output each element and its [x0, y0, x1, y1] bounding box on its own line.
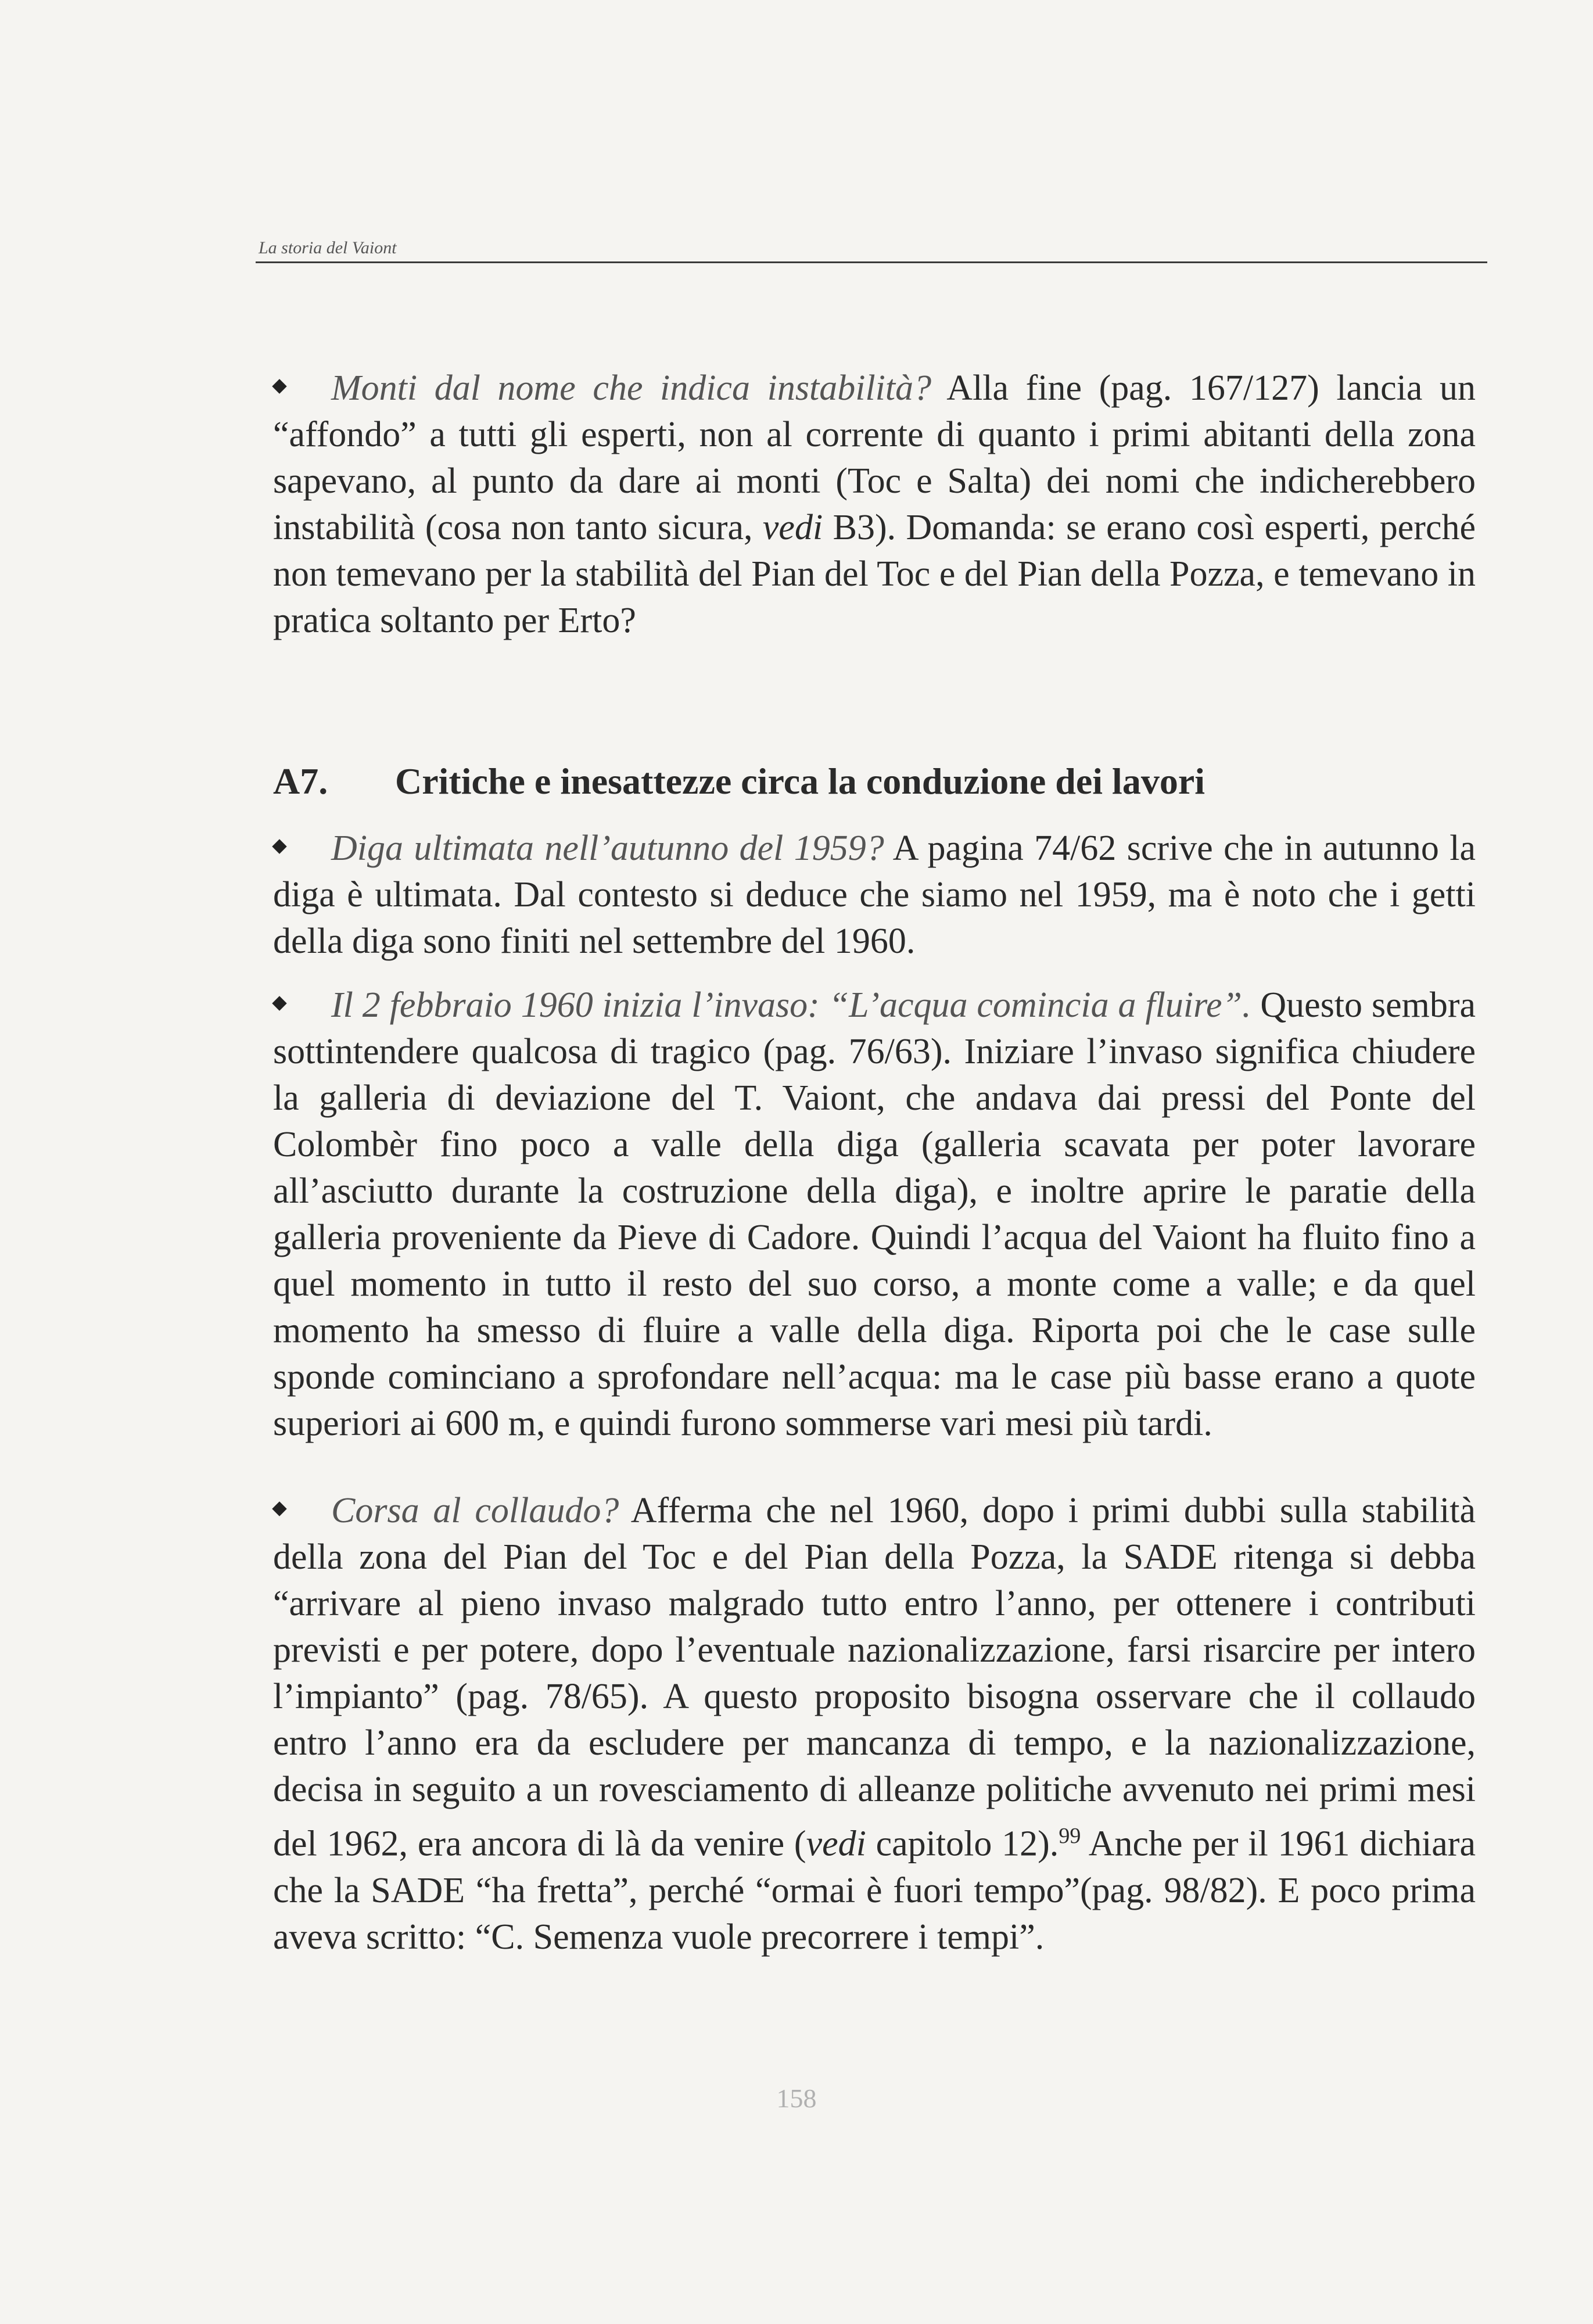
running-head: La storia del Vaiont	[259, 238, 397, 257]
paragraph-monti	[273, 365, 1476, 644]
paragraph-text: B3). Domanda: se erano così esperti, perché non temevano per la stabilità del Pian del Toc e del Pian della Pozza, e temevano in pratica soltanto per Erto?	[273, 508, 1476, 640]
paragraph-lead: Corsa al collaudo?	[331, 1491, 619, 1530]
diamond-bullet-icon	[272, 1501, 286, 1516]
paragraph-text: Questo sembra sottintendere qualcosa di tragico (pag. 76/63). Iniziare l’invaso significa chiudere la galleria di deviazione del T. Vaiont, che andava dai pressi del Ponte del Colombèr fino poco a valle della diga (galleria scavata per poter lavorare all’asciutto durante la costruzione della diga), e inoltre aprire le paratie della galleria proveniente da Pieve di Cadore. Quindi l’acqua del Vaiont ha fluito fino a quel momento in tutto il resto del suo corso, a monte come a valle; e da quel momento ha smesso di fluire a valle della diga. Riporta poi che le case sulle sponde cominciano a sprofondare nell’acqua: ma le case più basse erano a quote superiori ai 600 m, e quindi furono sommerse vari mesi più tardi.	[273, 985, 1476, 1443]
paragraph-text: Alla fine (pag. 167/127) lancia un “affondo” a tutti gli esperti, non al corrente di quanto i primi abitanti della zona sapevano, al punto da dare ai monti (Toc e Salta) dei nomi che indicherebbero instabilità (cosa non tanto sicura,	[273, 368, 1476, 547]
diamond-bullet-icon	[272, 996, 286, 1010]
paragraph-text: Anche per il 1961 dichiara che la SADE “ha fretta”, perché “ormai è fuori tempo”(pag. 98/82). E poco prima aveva scritto: “C. Semenza vuole precorrere i tempi”.	[273, 1824, 1476, 1957]
section-number: A7.	[273, 761, 328, 802]
paragraph-emphasis: vedi	[806, 1824, 866, 1864]
diamond-bullet-icon	[272, 839, 286, 853]
footnote-marker: 99	[1059, 1824, 1081, 1848]
paragraph-collaudo	[273, 1487, 1476, 1960]
header-rule	[256, 261, 1487, 263]
section-title: Critiche e inesattezze circa la conduzione dei lavori	[395, 761, 1205, 802]
page-number: 158	[776, 2083, 817, 2113]
paragraph-lead: Monti dal nome che indica instabilità?	[331, 368, 932, 408]
diamond-bullet-icon	[272, 379, 286, 393]
paragraph-invaso	[273, 982, 1476, 1447]
paragraph-lead: Diga ultimata nell’autunno del 1959?	[331, 829, 884, 868]
paragraph-emphasis: vedi	[762, 508, 823, 547]
paragraph-text: capitolo 12).	[866, 1824, 1059, 1864]
paragraph-diga-ultimata	[273, 825, 1476, 964]
paragraph-text: Afferma che nel 1960, dopo i primi dubbi sulla stabilità della zona del Pian del Toc e del Pian della Pozza, la SADE ritenga si debba “arrivare al pieno invaso malgrado tutto entro l’anno, per ottenere i contributi previsti e per potere, dopo l’eventuale nazionalizzazione, farsi risarcire per intero l’impianto” (pag. 78/65). A questo proposito bisogna osservare che il collaudo entro l’anno era da escludere per mancanza di tempo, e la nazionalizzazione, decisa in seguito a un rovesciamento di alleanze politiche avvenuto nei primi mesi del 1962, era ancora di là da venire (	[273, 1491, 1476, 1864]
paragraph-lead: Il 2 febbraio 1960 inizia l’invaso: “L’acqua comincia a fluire”.	[331, 985, 1251, 1025]
section-heading	[273, 755, 1476, 808]
paragraph-text: A pagina 74/62 scrive che in autunno la diga è ultimata. Dal contesto si deduce che siamo nel 1959, ma è noto che i getti della diga sono finiti nel settembre del 1960.	[273, 829, 1476, 961]
